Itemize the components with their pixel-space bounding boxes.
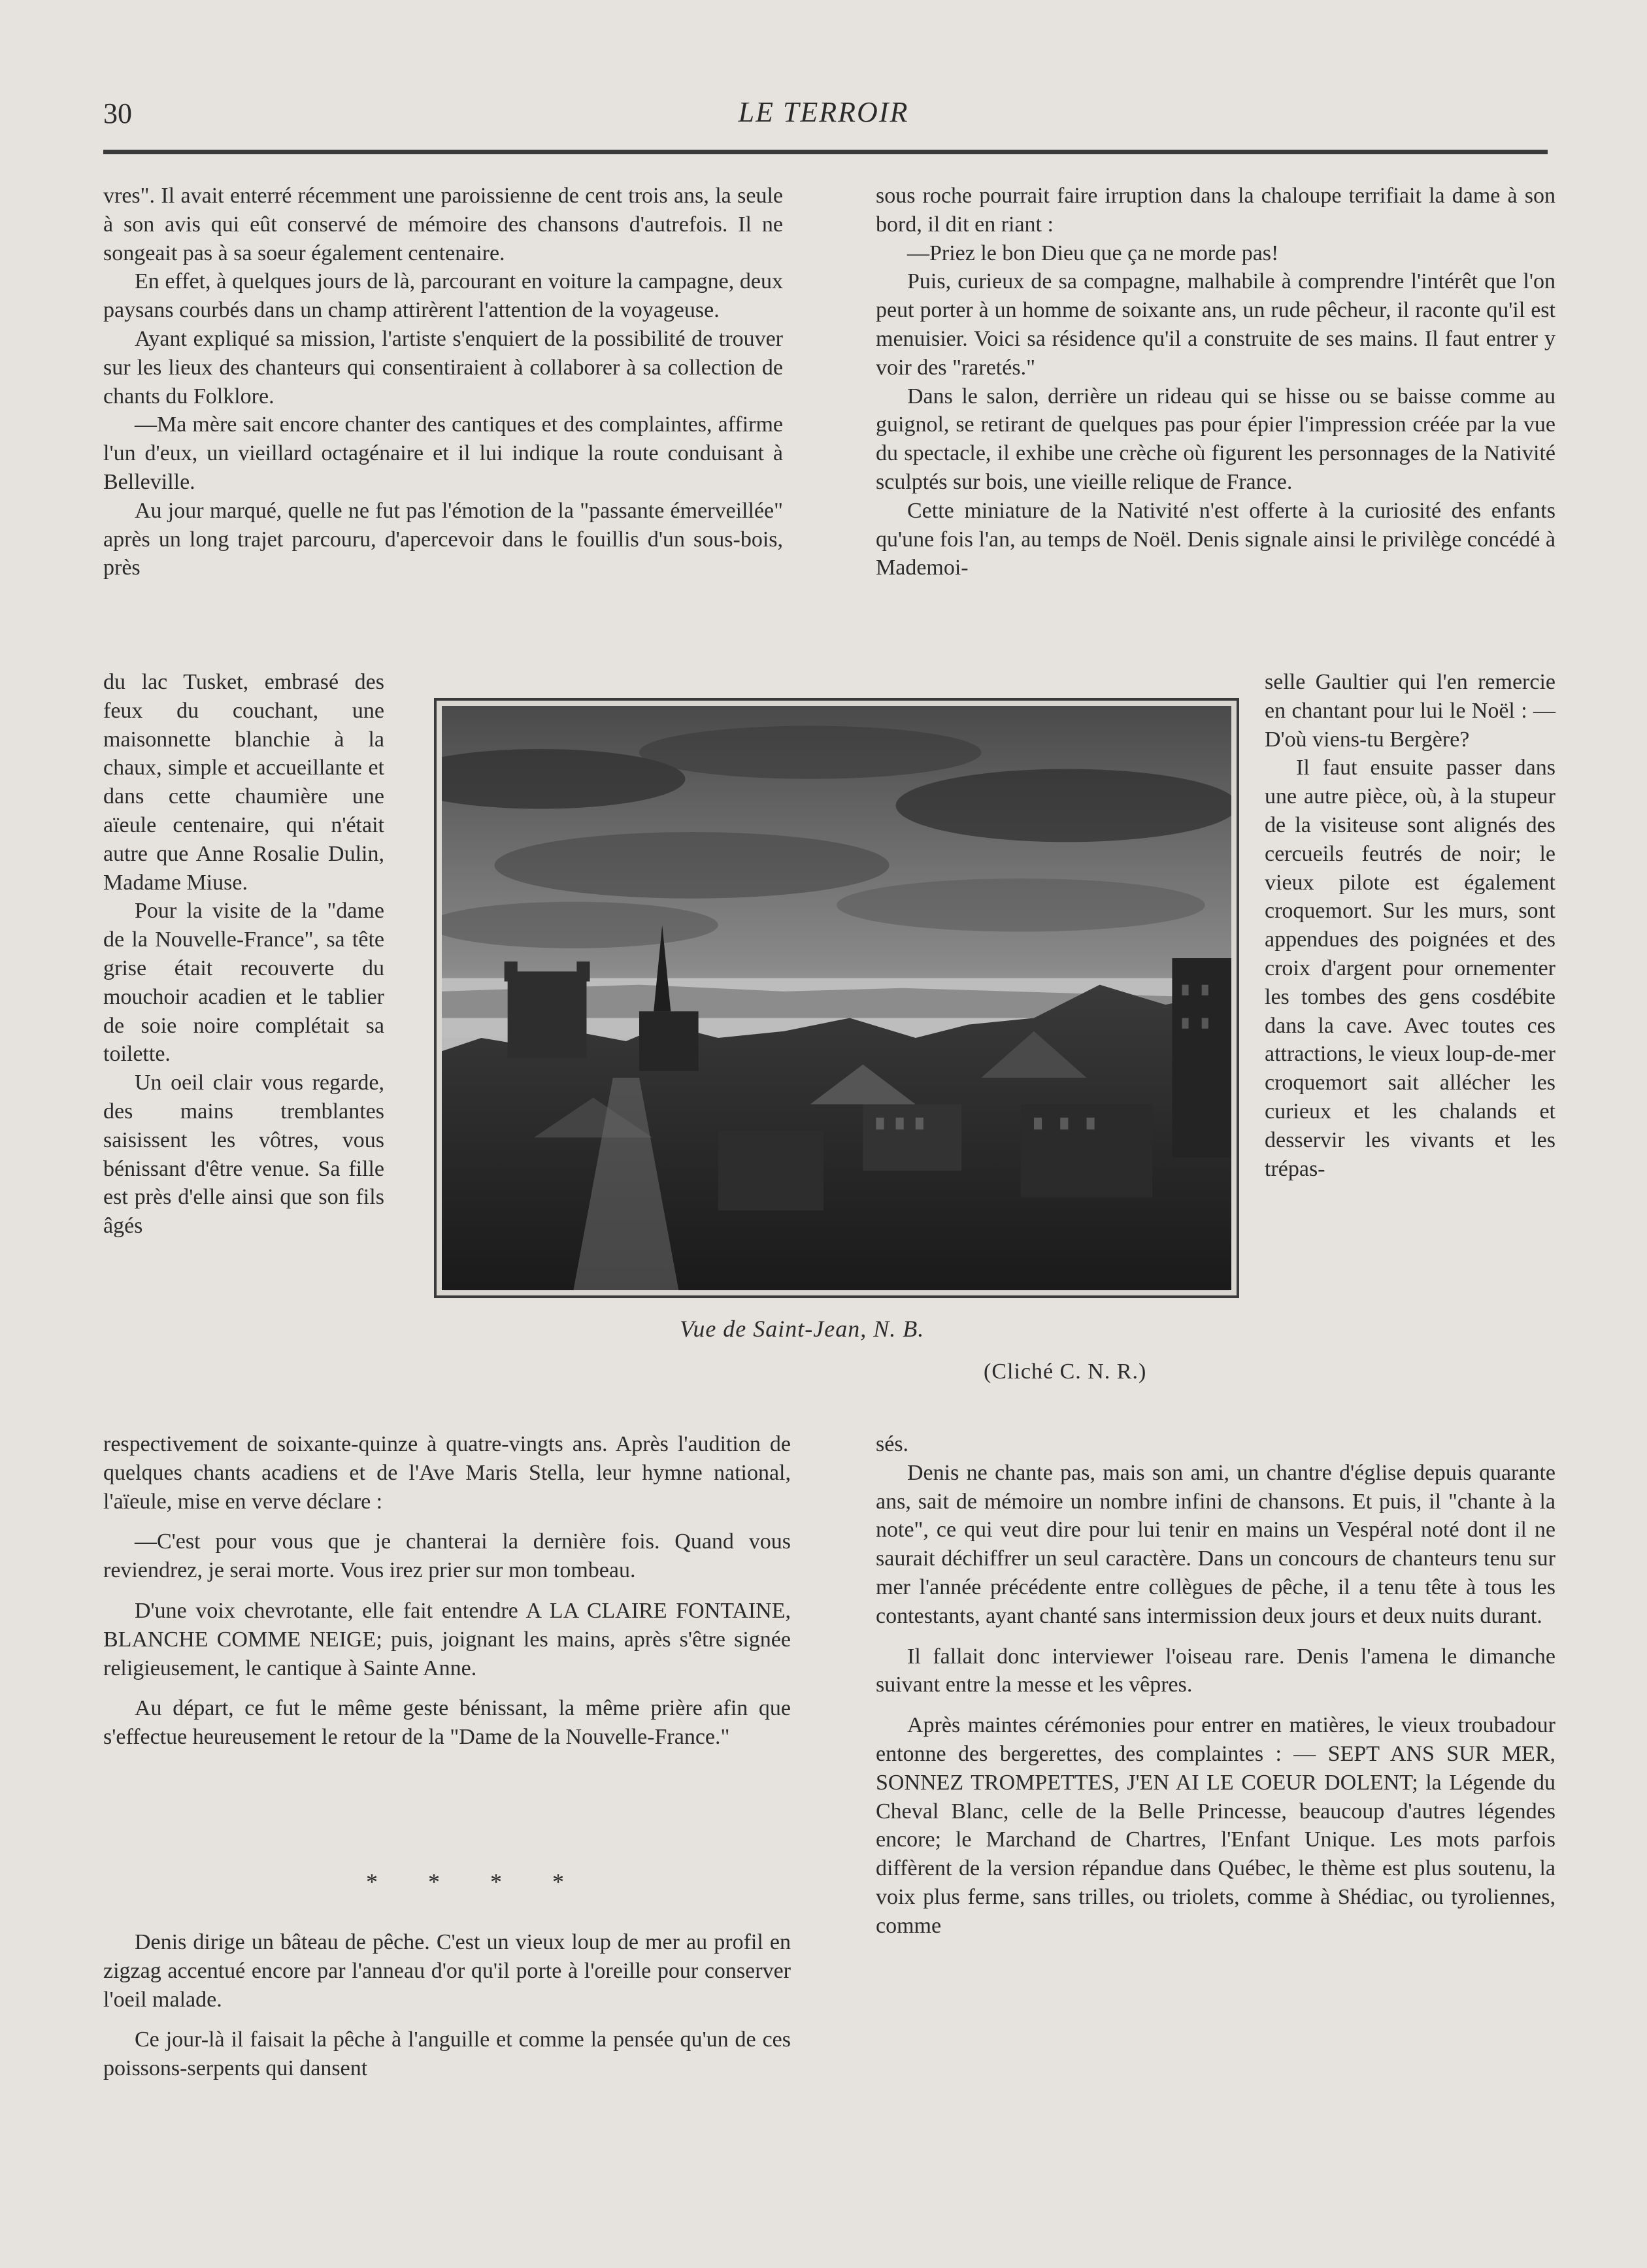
- paragraph: Pour la visite de la "dame de la Nouvelle-France", sa tête grise était recouverte du mouchoir acadien et le tablier de soie noire complétait sa toilette.: [103, 899, 384, 1067]
- paragraph: Au départ, ce fut le même geste bénissant, la même prière afin que s'effectue heureusement le retour de la "Dame de la Nouvelle-France.": [103, 1696, 791, 1750]
- photo-credit: (Cliché C. N. R.): [984, 1359, 1147, 1384]
- paragraph: Il faut ensuite passer dans une autre pièce, où, à la stupeur de la visiteuse sont alignés des cercueils feutrés de noir; le vieux pilote est également croquemort. Sur les murs, sont appendues des poignées et des croix d'argent pour ornementer les tombes des gens cosdébite dans la cave. Avec toutes ces attractions, le vieux loup-de-mer croquemort sait allécher les curieux et les chalands et desservir les vivants et les trépas-: [1265, 756, 1556, 1181]
- paragraph: D'une voix chevrotante, elle fait entendre A LA CLAIRE FONTAINE, BLANCHE COMME NEIGE; puis, joignant les mains, après s'être signée religieusement, le cantique à Sainte Anne.: [103, 1598, 791, 1680]
- header-rule: [103, 150, 1548, 154]
- page-number: 30: [103, 97, 132, 129]
- paragraph: Denis dirige un bâteau de pêche. C'est un vieux loup de mer au profil en zigzag accentué encore par l'anneau d'or qu'il porte à l'oreille pour conserver l'oeil malade.: [103, 1930, 791, 2012]
- left-column-bottom: [103, 1430, 791, 1752]
- photo-caption: Vue de Saint-Jean, N. B.: [680, 1316, 925, 1342]
- left-column-wrapped: [103, 668, 384, 1241]
- paragraph: Un oeil clair vous regarde, des mains tremblantes saisissent les vôtres, vous bénissant d'être venue. Sa fille est près d'elle ainsi que son fils âgés: [103, 1071, 384, 1239]
- photo-frame: [434, 698, 1239, 1298]
- right-column-top: [876, 182, 1556, 582]
- paragraph: En effet, à quelques jours de là, parcourant en voiture la campagne, deux paysans courbés dans un champ attirèrent l'attention de la voyageuse.: [103, 269, 783, 323]
- saint-jean-city-photo: [442, 706, 1231, 1290]
- paragraph: —Priez le bon Dieu que ça ne morde pas!: [907, 241, 1279, 265]
- paragraph: du lac Tusket, embrasé des feux du couchant, une maisonnette blanchie à la chaux, simple et accueillante et dans cette chaumière une aïeule centenaire, qui n'était autre que Anne Rosalie Dulin, Madame Miuse.: [103, 670, 384, 895]
- right-column-wrapped: [1265, 668, 1556, 1183]
- paragraph: Il fallait donc interviewer l'oiseau rare. Denis l'amena le dimanche suivant entre la messe et les vêpres.: [876, 1644, 1556, 1697]
- paragraph: Dans le salon, derrière un rideau qui se hisse ou se baisse comme au guignol, se retirant de quelques pas pour épier l'impression créée par la vue du spectacle, il exhibe une crèche où figurent les personnages de la Nativité sculptés sur bois, une vieille relique de France.: [876, 384, 1556, 494]
- paragraph: Ce jour-là il faisait la pêche à l'anguille et comme la pensée qu'un de ces poissons-serpents qui dansent: [103, 2027, 791, 2081]
- paragraph: Denis ne chante pas, mais son ami, un chantre d'église depuis quarante ans, sait de mémoire un nombre infini de chansons. Et puis, il "chante à la note", ce qui veut dire pour lui tenir en mains un Vespéral noté dont il ne saurait déchiffrer un seul caractère. Dans un concours de chanteurs tenu sur mer l'année précédente entre collègues de pêche, il a tenu tête à tous les contestants, ayant chanté sans intermission deux jours et deux nuits durant.: [876, 1460, 1556, 1628]
- right-column-bottom: [876, 1430, 1556, 1941]
- paragraph: sés.: [876, 1432, 909, 1456]
- paragraph: Ayant expliqué sa mission, l'artiste s'enquiert de la possibilité de trouver sur les lieux des chanteurs qui consentiraient à collaborer à sa collection de chants du Folklore.: [103, 326, 783, 409]
- paragraph: Cette miniature de la Nativité n'est offerte à la curiosité des enfants qu'une fois l'an, au temps de Noël. Denis signale ainsi le privilège concédé à Mademoi-: [876, 498, 1556, 580]
- paragraph: respectivement de soixante-quinze à quatre-vingts ans. Après l'audition de quelques chants acadiens et de l'Ave Maris Stella, leur hymne national, l'aïeule, mise en verve déclare :: [103, 1432, 791, 1514]
- paragraph: —C'est pour vous que je chanterai la dernière fois. Quand vous reviendrez, je serai morte. Vous irez prier sur mon tombeau.: [103, 1529, 791, 1583]
- section-separator: * * * *: [366, 1869, 586, 1895]
- left-column-top: [103, 182, 783, 582]
- paragraph: sous roche pourrait faire irruption dans la chaloupe terrifiait la dame à son bord, il dit en riant :: [876, 184, 1556, 237]
- paragraph: vres". Il avait enterré récemment une paroissienne de cent trois ans, la seule à son avis qui eût conservé de mémoire des chansons d'autrefois. Il ne songeait pas à sa soeur également centenaire.: [103, 184, 783, 265]
- left-column-after-separator: [103, 1928, 791, 2083]
- paragraph: Après maintes cérémonies pour entrer en matières, le vieux troubadour entonne des bergerettes, des complaintes : — SEPT ANS SUR MER, SONNEZ TROMPETTES, J'EN AI LE COEUR DOLENT; la Légende du Cheval Blanc, celle de la Belle Princesse, beaucoup d'autres légendes encore; le Marchand de Chartres, l'Enfant Unique. Les mots parfois diffèrent de la version répandue dans Québec, le thème est plus soutenu, la voix plus ferme, sans trilles, ou triolets, comme à Shédiac, ou tyroliennes, comme: [876, 1713, 1556, 1938]
- paragraph: —Ma mère sait encore chanter des cantiques et des complaintes, affirme l'un d'eux, un vieillard octagénaire et il lui indique la route conduisant à Belleville.: [103, 412, 783, 494]
- paragraph: selle Gaultier qui l'en remercie en chantant pour lui le Noël : — D'où viens-tu Bergère?: [1265, 670, 1556, 752]
- paragraph: Puis, curieux de sa compagne, malhabile à comprendre l'intérêt que l'on peut porter à un homme de soixante ans, un rude pêcheur, il raconte qu'il est menuisier. Voici sa résidence qu'il a construite de ses mains. Il faut entrer y voir des "raretés.": [876, 269, 1556, 380]
- paragraph: Au jour marqué, quelle ne fut pas l'émotion de la "passante émerveillée" après un long trajet parcouru, d'apercevoir dans le fouillis d'un sous-bois, près: [103, 498, 783, 580]
- running-title: LE TERROIR: [738, 96, 909, 128]
